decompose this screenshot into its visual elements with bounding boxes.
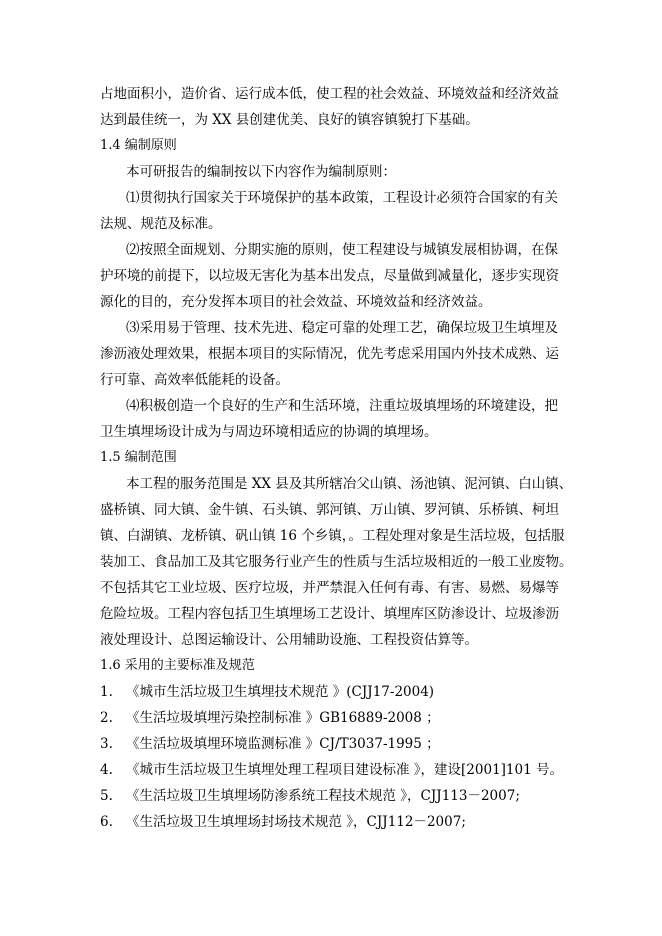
intro-line: 达到最佳统一，为 XX 县创建优美、良好的镇容镇貌打下基础。	[100, 112, 479, 128]
reference-text: 《生活垃圾卫生填埋场防渗系统工程技术规范 》，CJJ113－2007;	[126, 788, 520, 804]
scope-line: 盛桥镇、同大镇、金牛镇、石头镇、郭河镇、万山镇、罗河镇、乐桥镇、柯坦	[100, 502, 559, 518]
principle-3-line: ⑶采用易于管理、技术先进、稳定可靠的处理工艺，确保垃圾卫生填埋及	[126, 320, 558, 336]
section-heading-1-6: 1.6 采用的主要标准及规范	[100, 658, 255, 673]
principle-3-line: 渗沥液处理效果，根据本项目的实际情况，优先考虑采用国内外技术成熟、运	[100, 346, 559, 362]
principle-2-line: 护环境的前提下，以垃圾无害化为基本出发点，尽量做到减量化，逐步实现资	[100, 268, 559, 284]
principle-3-line: 行可靠、高效率低能耗的设备。	[100, 372, 289, 388]
principle-4-line: 卫生填埋场设计成为与周边环境相适应的协调的填埋场。	[100, 424, 438, 440]
principle-1-line: ⑴贯彻执行国家关于环境保护的基本政策，工程设计必须符合国家的有关	[126, 190, 558, 206]
scope-line: 危险垃圾。工程内容包括卫生填埋场工艺设计、填埋库区防渗设计、垃圾渗沥	[100, 606, 559, 622]
scope-line: 本工程的服务范围是 XX 县及其所辖冶父山镇、汤池镇、泥河镇、白山镇、	[126, 476, 573, 492]
reference-number: 1.	[100, 684, 113, 700]
intro-line: 占地面积小，造价省、运行成本低，使工程的社会效益、环境效益和经济效益	[100, 86, 559, 102]
reference-number: 4.	[100, 762, 113, 778]
principle-2-line: 源化的目的，充分发挥本项目的社会效益、环境效益和经济效益。	[100, 294, 492, 310]
section-heading-1-4: 1.4 编制原则	[100, 138, 177, 153]
reference-number: 3.	[100, 736, 113, 752]
reference-text: 《生活垃圾卫生填埋场封场技术规范 》，CJJ112－2007;	[126, 814, 466, 830]
principles-lead: 本可研报告的编制按以下内容作为编制原则：	[126, 164, 396, 180]
reference-text: 《城市生活垃圾卫生填埋处理工程项目建设标准 》，建设[2001]101 号。	[126, 762, 563, 778]
reference-number: 5.	[100, 788, 113, 804]
scope-line: 不包括其它工业垃圾、医疗垃圾，并严禁混入任何有毒、有害、易燃、易爆等	[100, 580, 559, 596]
scope-line: 液处理设计、总图运输设计、公用辅助设施、工程投资估算等。	[100, 632, 478, 648]
scope-line: 镇、白湖镇、龙桥镇、矾山镇 16 个乡镇，。工程处理对象是生活垃圾，包括服	[100, 528, 565, 544]
principle-1-line: 法规、规范及标准。	[100, 216, 222, 232]
reference-number: 6.	[100, 814, 113, 830]
reference-text: 《生活垃圾填埋污染控制标准 》GB16889-2008 ；	[126, 710, 440, 726]
reference-number: 2.	[100, 710, 113, 726]
reference-text: 《生活垃圾填埋环境监测标准 》CJ/T3037-1995 ；	[126, 736, 440, 752]
principle-4-line: ⑷积极创造一个良好的生产和生活环境，注重垃圾填埋场的环境建设，把	[126, 398, 558, 414]
scope-line: 装加工、食品加工及其它服务行业产生的性质与生活垃圾相近的一般工业废物。	[100, 554, 573, 570]
section-heading-1-5: 1.5 编制范围	[100, 450, 177, 465]
reference-text: 《城市生活垃圾卫生填埋技术规范 》(CJJ17-2004)	[126, 684, 435, 700]
principle-2-line: ⑵按照全面规划、分期实施的原则，使工程建设与城镇发展相协调，在保	[126, 242, 558, 258]
